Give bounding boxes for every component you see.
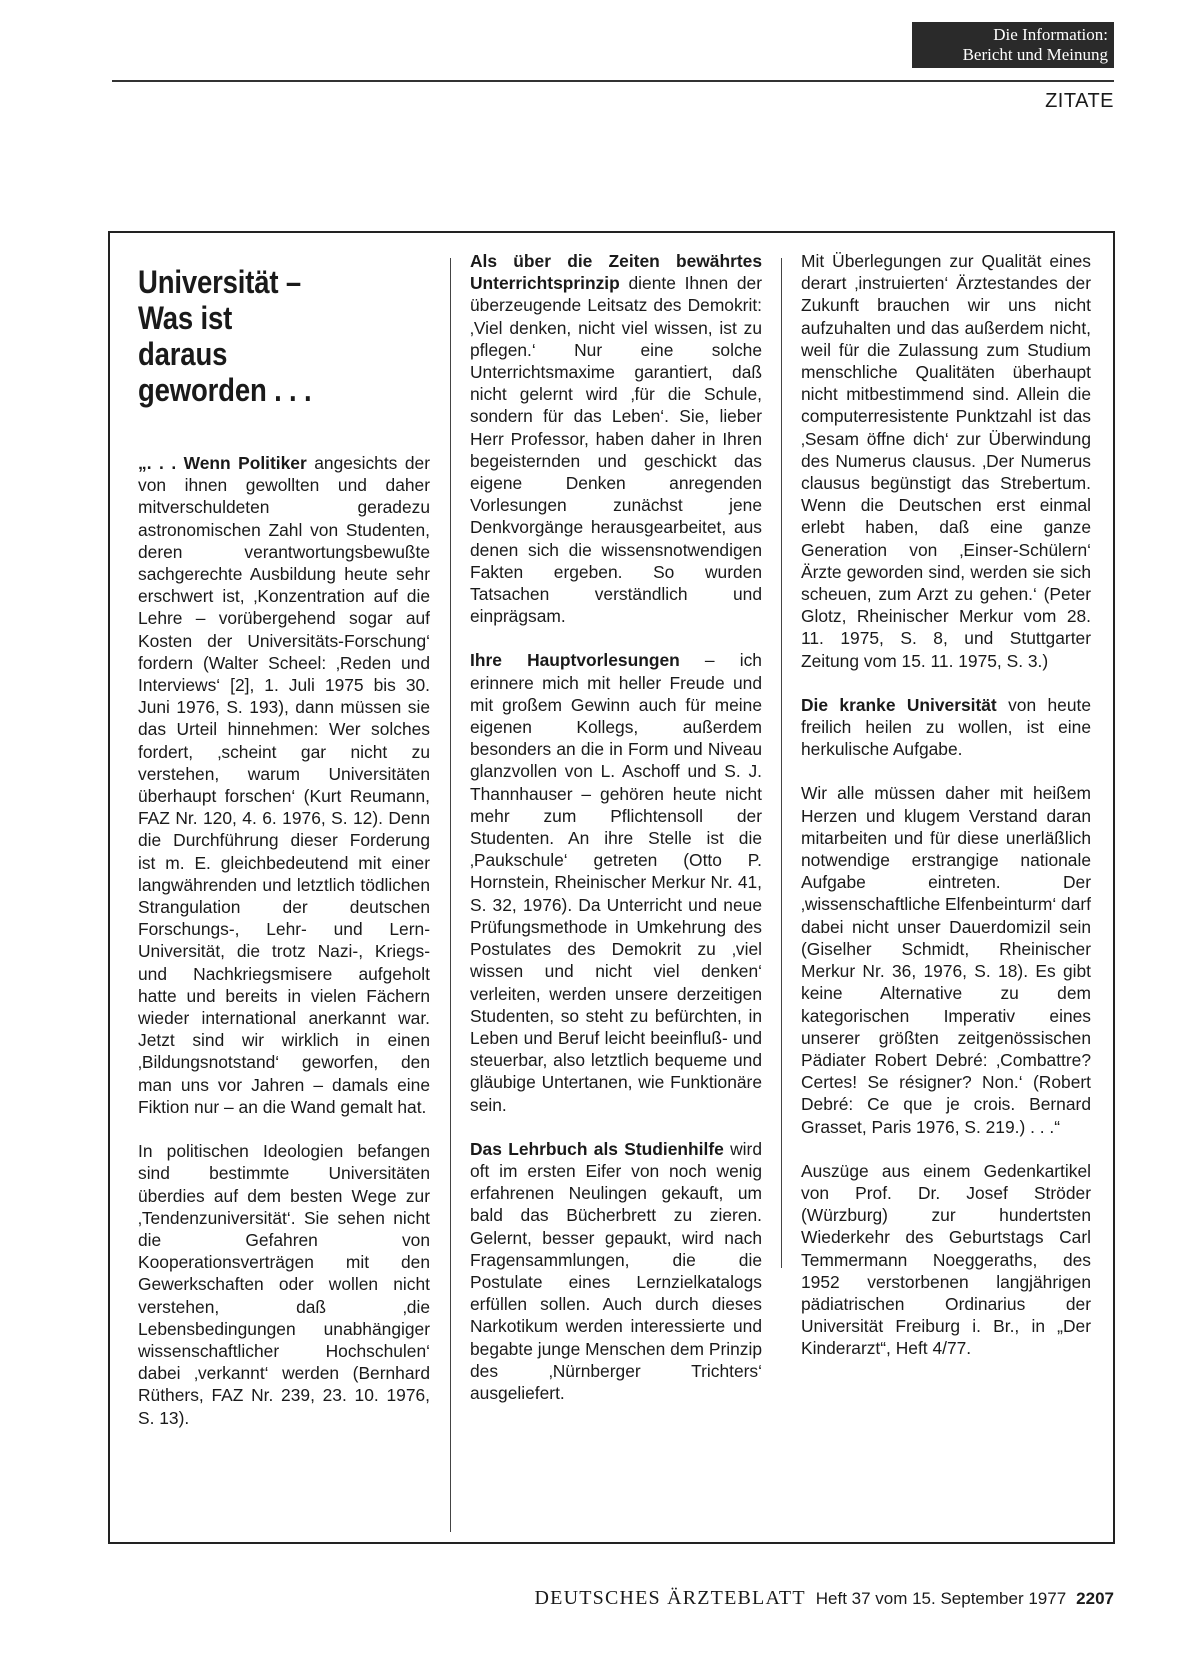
header-line-2: Bericht und Meinung [962,45,1108,64]
paragraph-lead: Ihre Hauptvorlesungen [470,650,680,671]
paragraph-text: Wir alle müssen daher mit heißem Herzen und klugem Verstand daran mitarbeiten und für diese unerläßlich notwendige erstrangige nationale Aufgabe eintreten. Der ‚wissenschaftliche Elfenbeinturm‘ darf dabei nicht unser Dauerdomizil sein (Giselher Schmidt, Rheinischer Merkur Nr. 36, 1976, S. 18). Es gibt keine Alternative zu dem kategorischen Imperativ eines unserer größten zeitgenössischen Pädiater Robert Debré: ‚Combattre? Certes! Se résigner? Non.‘ (Robert Debré: Ce que je crois. Bernard Grasset, Paris 1976, S. 219.) . . .“ [801,783,1091,1137]
paragraph-lead: Die kranke Universität [801,694,997,715]
journal-name: DEUTSCHES ÄRZTEBLATT [534,1587,806,1609]
paragraph-text: von heute freilich heilen zu wollen, ist eine herkulische Aufgabe. [801,694,1091,760]
column-rule-1 [450,258,451,1532]
paragraph-lead: Das Lehrbuch als Studienhilfe [470,1138,724,1159]
paragraph-text: – ich erinnere mich mit heller Freude und mit großem Gewinn auch für meine eigenen Kollegs, außerdem besonders an die in Form und Niveau glanzvollen von L. Aschoff und S. J. Thannhauser – gehören heute nicht mehr zum Pflichtensoll der Studenten. An ihre Stelle ist die ‚Paukschule‘ getreten (Otto P. Hornstein, Rheinischer Merkur Nr. 41, S. 32, 1976). Da Unterricht und neue Prüfungsmethode in Umkehrung des Postulates des Demokrit zu ‚viel wissen und nicht viel denken‘ verleiten, werden unsere derzeitigen Studenten, so steht zu befürchten, in Leben und Beruf leicht beeinfluß- und steuerbar, also letztlich bequeme und gläubige Untertanen, wie Funktionäre sein. [470,650,762,1115]
paragraph-text: diente Ihnen der überzeugende Leitsatz des Demokrit: ‚Viel denken, nicht viel wissen, ist zu pflegen.‘ Nur eine solche Unterrichtsmaxime garantiert, daß nicht gelernt wird ‚für die Schule, sondern für das Leben‘. Sie, lieber Herr Professor, haben daher in Ihren begeisternden und geschickt das eigene Denken anregenden Vorlesungen zunächst jene Denkvorgänge herausgearbeitet, aus denen sich die wissensnotwendigen Fakten ergeben. So wurden Tatsachen verständlich und einprägsam. [470,273,762,627]
paragraph-text: In politischen Ideologien befangen sind bestimmte Universitäten überdies auf dem besten Wege zur ‚Tendenzuniversität‘. Sie sehen nicht die Gefahren von Kooperationsverträgen mit den Gewerkschaften oder wollen nicht verstehen, daß ‚die Lebensbedingungen unabhängiger wissenschaftlicher Hochschulen‘ dabei ‚verkannt‘ werden (Bernhard Rüthers, FAZ Nr. 239, 23. 10. 1976, S. 13). [138,1141,430,1428]
header-line-1: Die Information: [993,25,1108,44]
article-paragraph [138,1140,430,1429]
article-paragraph [801,250,1091,672]
page-footer [535,1587,1114,1610]
article-paragraph [801,1160,1091,1360]
article-paragraph [470,250,762,627]
paragraph-text: angesichts der von ihnen gewollten und daher mitverschuldeten geradezu astronomischen Zahl von Studenten, deren verantwortungsbewußte sachgerechte Ausbildung heute sehr erschwert ist, ‚Konzentration auf die Lehre – vorübergehend sogar auf Kosten der Universitäts-Forschung‘ fordern (Walter Scheel: ‚Reden und Interviews‘ [2], 1. Juli 1975 bis 30. Juni 1976, S. 193), dann müssen sie das Urteil hinnehmen: Wer solches fordert, ‚scheint gar nicht zu verstehen, warum Universitäten überhaupt forschen‘ (Kurt Reumann, FAZ Nr. 120, 4. 6. 1976, S. 12). Denn die Durchführung dieser Forderung ist m. E. gleichbedeutend mit einer langwährenden und letztlich tödlichen Strangulation der deutschen Forschungs-, Lehr- und Lern-Universität, die trotz Nazi-, Kriegs- und Nachkriegsmisere aufgeholt hatte und bereits in vielen Fächern wieder international anerkannt war. Jetzt sind wir wirklich in einen ‚Bildungsnotstand‘ geworfen, den man uns vor Jahren – damals eine Fiktion nur – an die Wand gemalt hat. [138,453,430,1117]
article-headline: Universität – Was ist daraus geworden . . . [138,264,312,408]
col3-paragraphs [801,250,1091,1360]
article-column-3 [801,250,1091,1360]
issue-info: Heft 37 vom 15. September 1977 [815,1589,1067,1608]
article-column-1 [138,250,430,1429]
article-paragraph [801,694,1091,761]
section-label: ZITATE [1045,90,1114,112]
article-paragraph [138,452,430,1118]
article-paragraph [470,649,762,1115]
column-rule-2 [781,258,782,1268]
paragraph-text: Auszüge aus einem Gedenkartikel von Prof. Dr. Josef Ströder (Würzburg) zur hundertsten Wiederkehr des Geburtstags Carl Temmermann Noeggeraths, des 1952 verstorbenen langjährigen pädiatrischen Ordinarius der Universität Freiburg i. Br., in „Der Kinderarzt“, Heft 4/77. [801,1160,1091,1359]
article-paragraph [470,1138,762,1404]
paragraph-lead: Als über die Zeiten bewährtes Unterrichtsprinzip [470,251,762,294]
paragraph-lead: „. . . Wenn Politiker [138,453,307,473]
article-column-2 [470,250,762,1404]
paragraph-text: Mit Überlegungen zur Qualität eines derart ‚instruierten‘ Ärztestandes der Zukunft brauchen wir uns nicht aufzuhalten und das außerdem nicht, weil für die Zulassung zum Studium menschliche Qualitäten überhaupt nicht mitbestimmend sind. Allein die computerresistente Punktzahl ist das ‚Sesam öffne dich‘ zur Überwindung des Numerus clausus. ‚Der Numerus clausus begünstigt das Strebertum. Wenn die Deutschen erst einmal erlebt haben, daß eine ganze Generation von ‚Einser-Schülern‘ Ärzte geworden sind, werden sie sich scheuen, zum Arzt zu gehen.‘ (Peter Glotz, Rheinischer Merkur vom 28. 11. 1975, S. 8, und Stuttgarter Zeitung vom 15. 11. 1975, S. 3.) [801,251,1091,671]
paragraph-text: wird oft im ersten Eifer von noch wenig erfahrenen Neulingen gekauft, um bald das Bücherbrett zu zieren. Gelernt, besser gepaukt, wird nach Fragensammlungen, die die Postulate eines Lernzielkatalogs erfüllen sollen. Auch durch dieses Narkotikum werden interessierte und begabte junge Menschen dem Prinzip des ‚Nürnberger Trichters‘ ausgeliefert. [470,1138,763,1403]
article-paragraph [801,782,1091,1137]
top-rule [112,80,1114,82]
section-header-box [912,22,1114,68]
col1-paragraphs [138,452,430,1429]
col2-paragraphs [470,250,762,1404]
page-number: 2207 [1076,1589,1114,1608]
